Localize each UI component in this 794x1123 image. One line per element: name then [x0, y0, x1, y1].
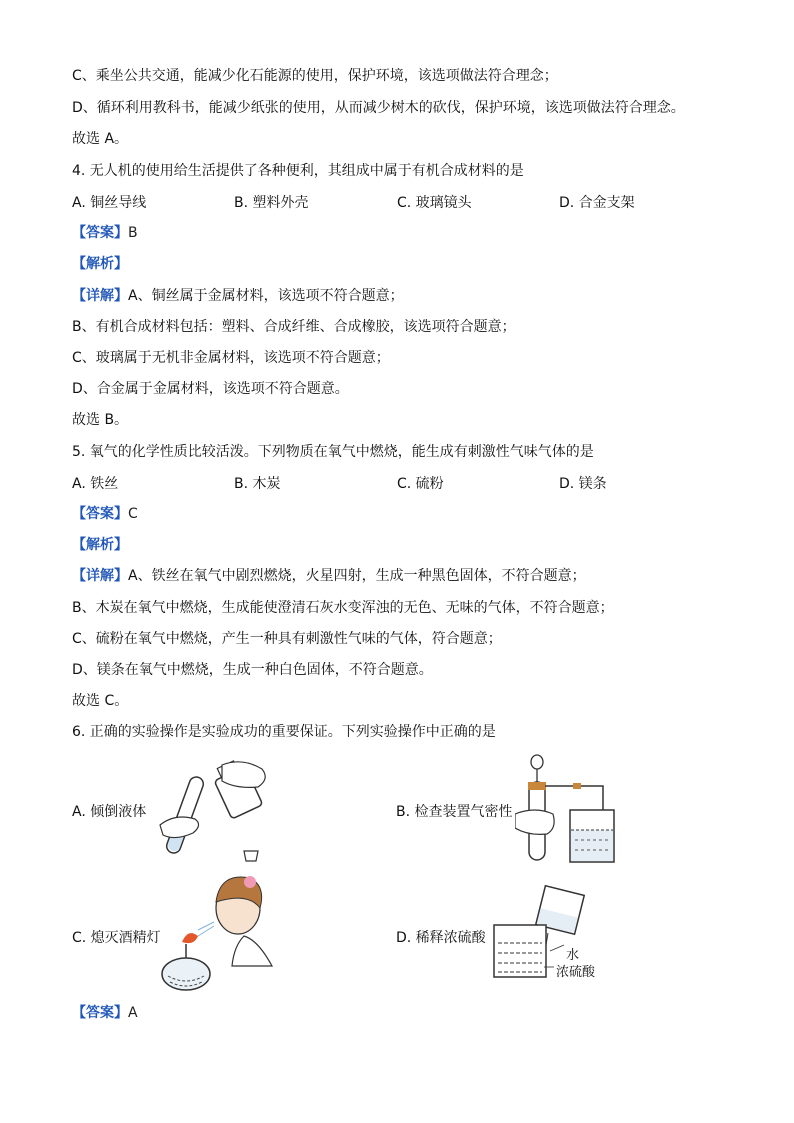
option-b: B. 木炭 [234, 476, 281, 492]
detail-line: C、硫粉在氧气中燃烧，产生一种具有刺激性气味的气体，符合题意； [72, 631, 502, 647]
analysis-tag-line [72, 254, 128, 274]
answer-line [72, 223, 138, 243]
answer-tag: 【答案】 [72, 506, 128, 522]
detail-tag: 【详解】 [72, 288, 128, 304]
analysis-tag-line [72, 535, 128, 555]
question-5-options [72, 473, 712, 493]
detail-line: B、木炭在氧气中燃烧，生成能使澄清石灰水变浑浊的无色、无味的气体，不符合题意； [72, 600, 614, 616]
alcohol-lamp-figure [160, 872, 280, 997]
analysis-tag: 【解析】 [72, 256, 128, 272]
detail-line: 故选 C。 [72, 693, 129, 709]
option-a-label: A. 倾倒液体 [72, 804, 147, 820]
answer-value: A [128, 1005, 138, 1021]
detail-line [72, 286, 404, 306]
option-a: A. 铁丝 [72, 476, 119, 492]
option-d: D. 合金支架 [559, 195, 635, 211]
option-d-label: D. 稀释浓硫酸 [396, 930, 486, 946]
detail-tag: 【详解】 [72, 568, 128, 584]
pour-liquid-figure [150, 755, 275, 870]
detail-line: D、镁条在氧气中燃烧，生成一种白色固体，不符合题意。 [72, 662, 433, 678]
answer-line [72, 504, 138, 524]
label-concentrated-acid: 浓硫酸 [556, 965, 596, 980]
answer-tag: 【答案】 [72, 1005, 128, 1021]
answer-value: B [128, 225, 138, 241]
label-water: 水 [566, 948, 580, 963]
answer-line [72, 1003, 138, 1023]
airtightness-figure [515, 752, 615, 867]
detail-line: D、合金属于金属材料，该选项不符合题意。 [72, 381, 349, 397]
question-5-stem: 5. 氧气的化学性质比较活泼。下列物质在氧气中燃烧，能生成有刺激性气味气体的是 [72, 444, 594, 460]
detail-text: A、铜丝属于金属材料，该选项不符合题意； [128, 288, 404, 304]
option-b: B. 塑料外壳 [234, 195, 309, 211]
analysis-tag: 【解析】 [72, 537, 128, 553]
text-line: 故选 A。 [72, 131, 129, 147]
text-line: D、循环利用教科书，能减少纸张的使用，从而减少树木的砍伐，保护环境，该选项做法符合理念。 [72, 100, 685, 116]
question-4-stem: 4. 无人机的使用给生活提供了各种便利，其组成中属于有机合成材料的是 [72, 163, 524, 179]
answer-tag: 【答案】 [72, 225, 128, 241]
detail-line: C、玻璃属于无机非金属材料，该选项不符合题意； [72, 350, 390, 366]
option-c-label: C. 熄灭酒精灯 [72, 930, 161, 946]
question-6-stem: 6. 正确的实验操作是实验成功的重要保证。下列实验操作中正确的是 [72, 724, 496, 740]
detail-line: 故选 B。 [72, 412, 129, 428]
detail-text: A、铁丝在氧气中剧烈燃烧，火星四射，生成一种黑色固体，不符合题意； [128, 568, 586, 584]
option-a: A. 铜丝导线 [72, 195, 147, 211]
option-c: C. 玻璃镜头 [397, 195, 472, 211]
option-c: C. 硫粉 [397, 476, 444, 492]
option-b-label: B. 检查装置气密性 [396, 804, 513, 820]
text-line: C、乘坐公共交通，能减少化石能源的使用，保护环境，该选项做法符合理念； [72, 68, 558, 84]
question-4-options [72, 192, 712, 212]
detail-line: B、有机合成材料包括：塑料、合成纤维、合成橡胶，该选项符合题意； [72, 319, 516, 335]
option-d: D. 镁条 [559, 476, 607, 492]
detail-line [72, 566, 586, 586]
answer-value: C [128, 506, 138, 522]
